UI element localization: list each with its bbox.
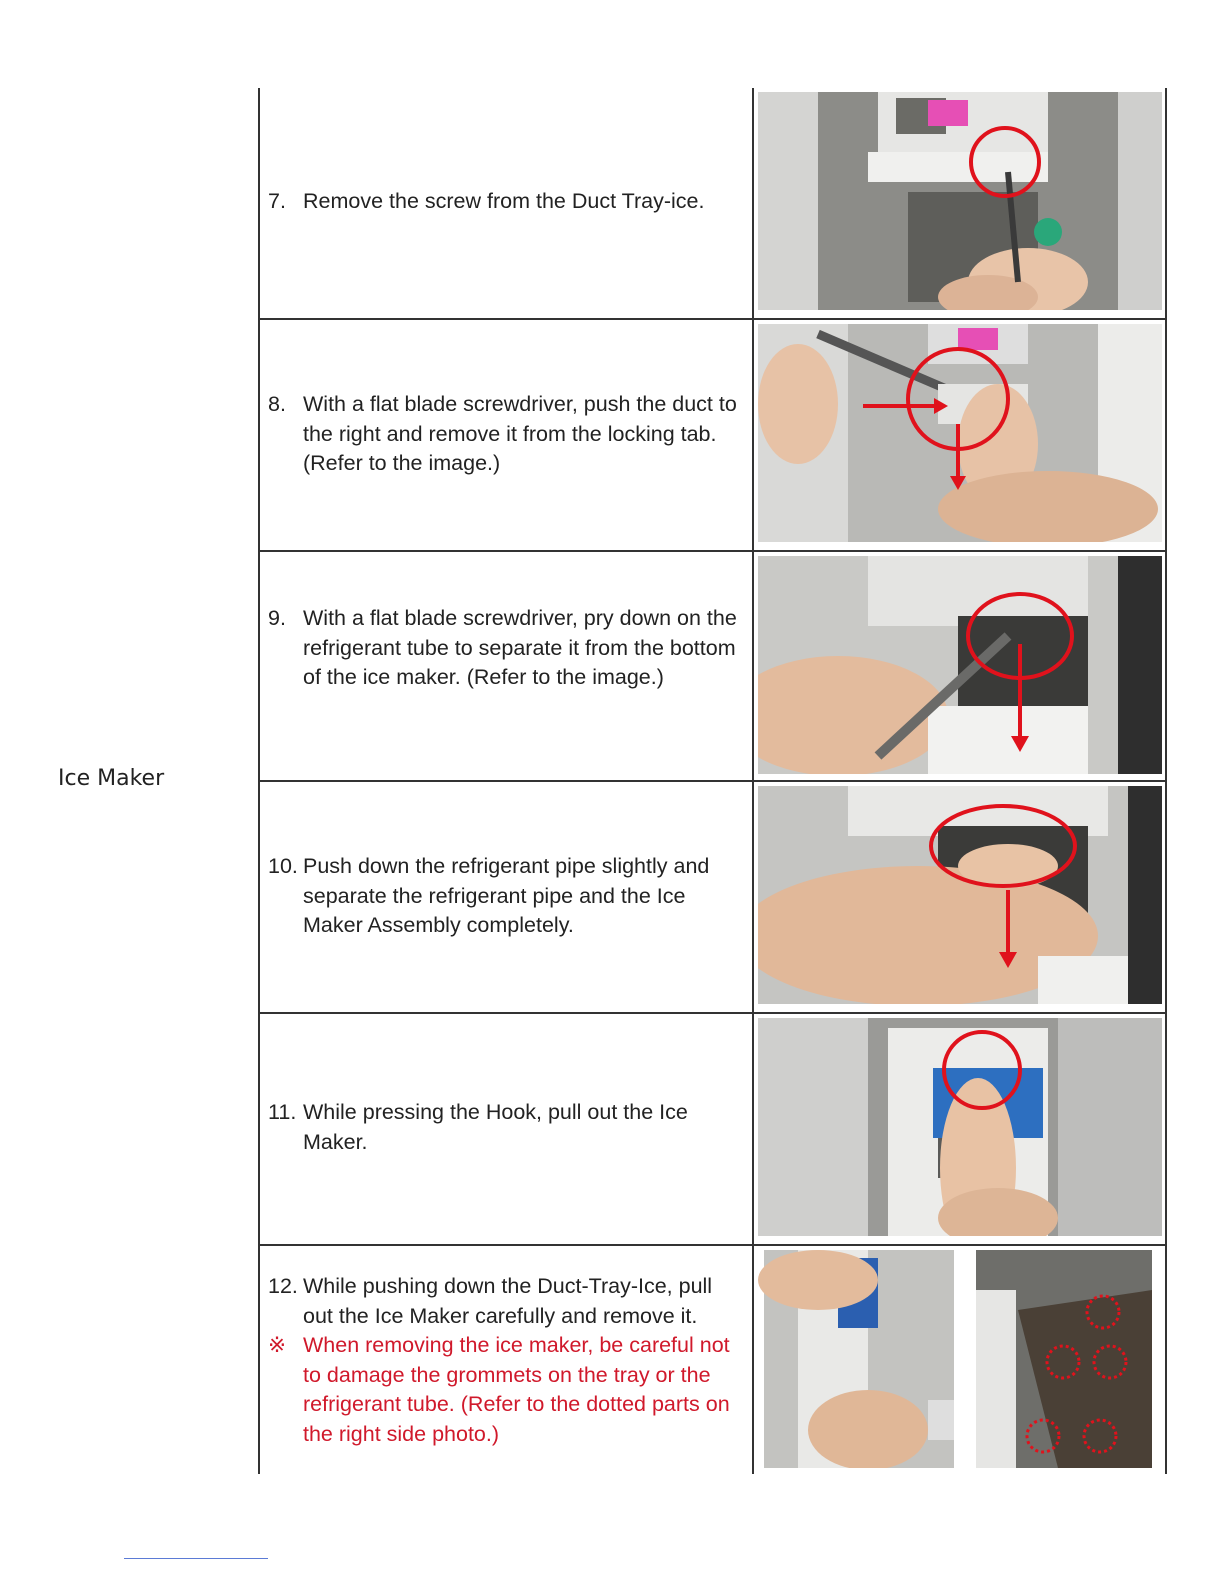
steps-table bbox=[258, 88, 1167, 1474]
step-number: 9. bbox=[268, 606, 286, 630]
note-mark: ※ bbox=[268, 1333, 287, 1357]
step-body: Push down the refrigerant pipe slightly and separate the refrigerant pipe and the Ice Maker Assembly completely. bbox=[303, 854, 710, 937]
step-body: While pushing down the Duct-Tray-Ice, pull out the Ice Maker carefully and remove it. bbox=[303, 1274, 713, 1328]
step-number: 7. bbox=[268, 189, 286, 213]
step-body: With a flat blade screwdriver, pry down on the refrigerant tube to separate it from the bottom of the ice maker. (Refer to the image.) bbox=[303, 606, 737, 689]
step-11-text bbox=[268, 1098, 746, 1157]
step-7-text bbox=[268, 187, 746, 217]
step-7-photo bbox=[758, 92, 1162, 310]
step-row-12 bbox=[260, 1244, 1165, 1474]
step-11-photo bbox=[758, 1018, 1162, 1236]
step-number: 12. bbox=[268, 1274, 298, 1298]
note-text: When removing the ice maker, be careful not to damage the grommets on the tray or the refrigerant tube. (Refer to the dotted parts on the right side photo.) bbox=[303, 1333, 730, 1446]
step-row-7 bbox=[260, 88, 1165, 318]
step-body: While pressing the Hook, pull out the Ice Maker. bbox=[303, 1100, 688, 1154]
step-12-photos bbox=[758, 1250, 1162, 1468]
section-label: Ice Maker bbox=[58, 766, 165, 791]
step-number: 11. bbox=[268, 1100, 297, 1124]
step-10-photo bbox=[758, 786, 1162, 1004]
step-body: With a flat blade screwdriver, push the duct to the right and remove it from the locking tab. (Refer to the image.) bbox=[303, 392, 737, 475]
step-number: 8. bbox=[268, 392, 286, 416]
step-9-text bbox=[268, 604, 746, 693]
step-9-photo bbox=[758, 556, 1162, 774]
step-10-text bbox=[268, 852, 746, 941]
step-row-11 bbox=[260, 1012, 1165, 1244]
step-row-9 bbox=[260, 550, 1165, 780]
footer-rule bbox=[124, 1558, 268, 1559]
step-body: Remove the screw from the Duct Tray-ice. bbox=[303, 189, 705, 213]
step-warning-note bbox=[268, 1331, 746, 1449]
step-12-text bbox=[268, 1272, 746, 1449]
step-8-text bbox=[268, 390, 746, 479]
step-row-8 bbox=[260, 318, 1165, 550]
step-row-10 bbox=[260, 780, 1165, 1012]
step-8-photo bbox=[758, 324, 1162, 542]
step-number: 10. bbox=[268, 854, 298, 878]
